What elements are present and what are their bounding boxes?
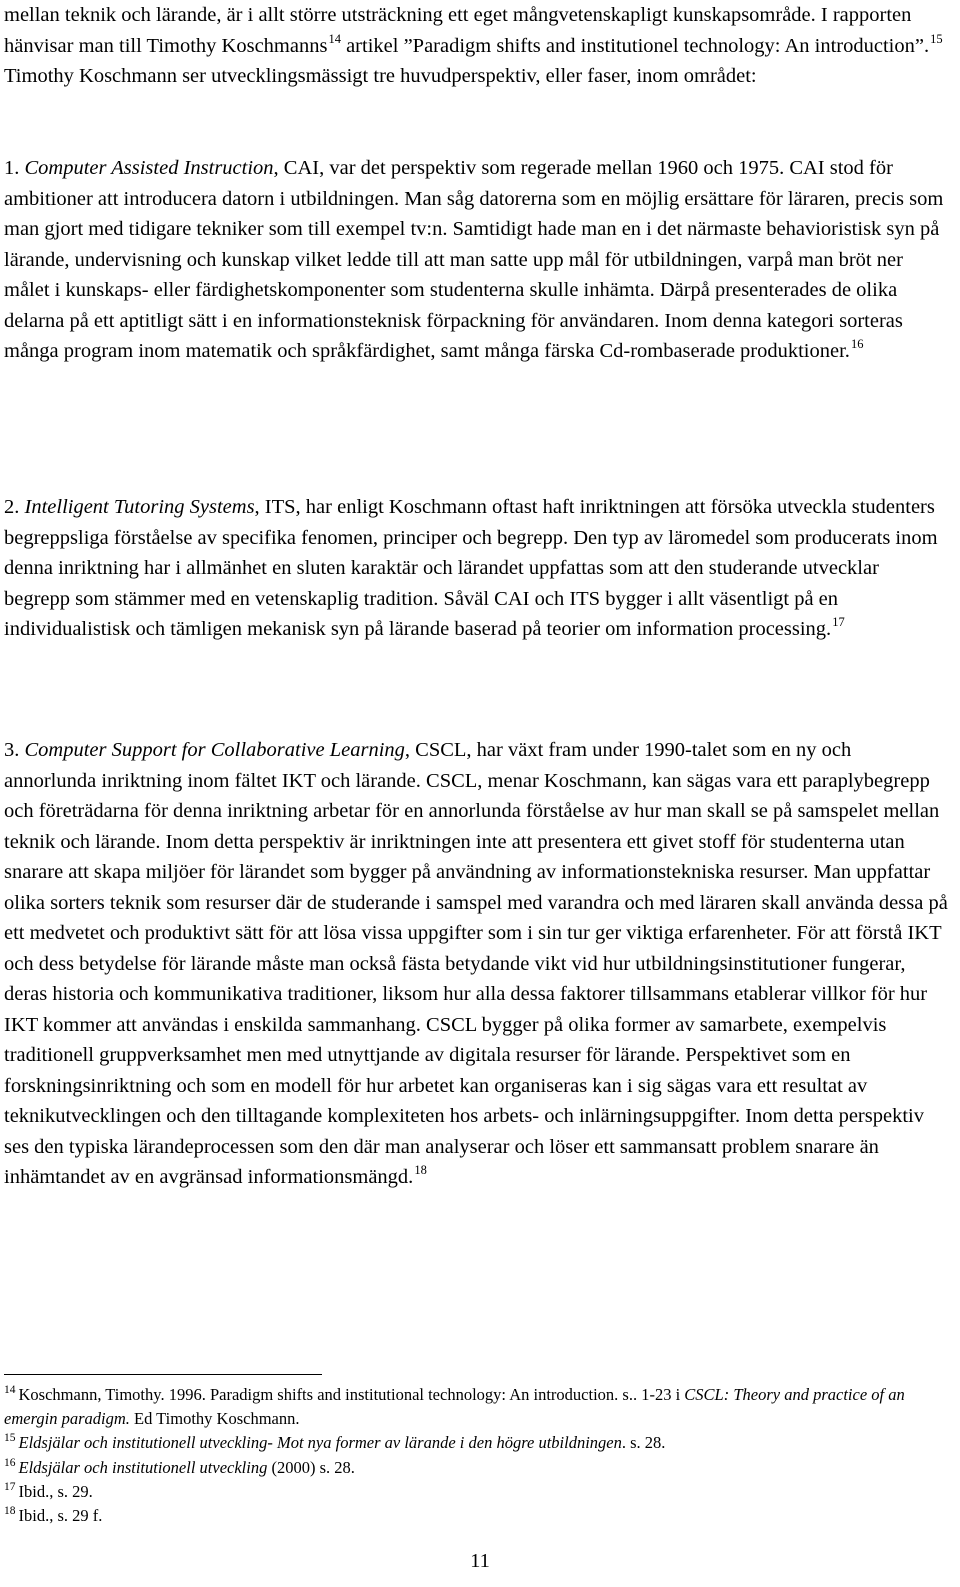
item-text: , CSCL, har växt fram under 1990-talet som en ny och annorlunda inriktning inom fältet IKT och lärande. CSCL, menar Koschmann, kan sägas vara ett paraplybegrepp och företrädarna för denna inriktning arbetar för en annorlunda förståelse av hur man skall se på samspelet mellan teknik och lärande. Inom detta perspektiv är inriktningen inte att presentera ett givet stoff för studenterna utan snarare att skapa miljöer för lärandet som bygger på användning av informationstekniska resurser. Man uppfattar olika sorters teknik som resurser där de studerande i samspel med varandra och med läraren skall använda dessa på ett medvetet och produktivt sätt för att lösa vissa uppgifter som i sin tur ger viktiga erfarenheter. För att förstå IKT och dess betydelse för lärande måste man också fästa betydande vikt vid hur utbildningsinstitutioner fungerar, deras historia och kommunikativa traditioner, liksom hur alla dessa faktorer tillsammans etablerar villkor för hur IKT kommer att användas i enskilda sammanhang. CSCL bygger på olika former av samarbete, exempelvis traditionell gruppverksamhet men med utnyttjande av digitala resurser för lärande. Perspektivet som en forskningsinriktning och som en modell för hur arbetet kan organiseras kan i sig sägas vara ett resultat av teknikutvecklingen och den tilltagande komplexiteten hos arbets- och inlärningsuppgifter. Inom detta perspektiv ses den typiska lärandeprocessen som den där man analyserar och löser ett sammansatt problem snarare än inhämtandet av en avgränsad informationsmängd.	[4, 739, 948, 1188]
footnote	[4, 1431, 948, 1455]
intro-text-1: mellan teknik och lärande, är i allt större utsträckning ett eget mångvetenskapligt kunskapsområde. I rapporten hänvisar man till Timothy Koschmanns	[4, 4, 912, 57]
footnote-italic: Eldsjälar och institutionell utveckling- Mot nya former av lärande i den högre utbildningen	[18, 1433, 622, 1453]
item-text: , CAI, var det perspektiv som regerade mellan 1960 och 1975. CAI stod för ambitioner att introducera datorn i utbildningen. Man såg datorerna som en möjlig ersättare för läraren, precis som man gjort med tidigare tekniker som till exempel tv:n. Samtidigt hade man en i det närmaste behavioristisk syn på lärande, undervisning och kunskap vilket ledde till att man satte upp mål för utbildningen, varpå man bröt ner målet i kunskaps- eller färdighetskomponenter som studenterna skulle inhämta. Därpå presenterades de olika delarna på ett aptitligt sätt i en informationsteknisk förpackning för användaren. Inom denna kategori sorteras många program inom matematik och språkfärdighet, samt många färska Cd-rombaserade produktioner.	[4, 157, 944, 362]
footnote-text: Ibid., s. 29 f.	[18, 1506, 103, 1526]
perspective-item-cai	[4, 153, 948, 367]
footnote-number: 16	[4, 1456, 16, 1469]
intro-text-2: artikel ”Paradigm shifts and institutionel technology: An introduction”.	[340, 34, 930, 57]
item-title: Intelligent Tutoring Systems	[24, 496, 255, 518]
footnote-ref-18[interactable]: 18	[414, 1163, 427, 1177]
footnote-after: (2000) s. 28.	[267, 1457, 355, 1477]
footnote-ref-14[interactable]: 14	[328, 31, 341, 46]
footnote	[4, 1480, 948, 1504]
item-title: Computer Assisted Instruction	[24, 157, 274, 179]
intro-paragraph	[4, 0, 948, 92]
footnote	[4, 1504, 948, 1528]
item-title: Computer Support for Collaborative Learning	[24, 739, 405, 761]
footnote	[4, 1456, 948, 1480]
intro-text-3: Timothy Koschmann ser utvecklingsmässigt tre huvudperspektiv, eller faser, inom området:	[4, 65, 757, 87]
footnote	[4, 1383, 948, 1431]
item-number: 3.	[4, 739, 25, 761]
footnote-number: 18	[4, 1505, 16, 1518]
perspective-item-cscl	[4, 735, 948, 1193]
footnotes	[4, 1383, 948, 1528]
item-number: 2.	[4, 496, 25, 518]
footnote-number: 17	[4, 1480, 16, 1493]
footnote-after: Ed Timothy Koschmann.	[129, 1409, 300, 1429]
footnote-number: 14	[4, 1384, 16, 1396]
item-number: 1.	[4, 157, 25, 179]
item-text: , ITS, har enligt Koschmann oftast haft inriktningen att försöka utveckla studenters begreppsliga förståelse av specifika fenomen, principer och begrepp. Den typ av läromedel som producerats inom denna inriktning har i allmänhet en sluten karaktär och lärandet uppfattas som att den studerande utvecklar begrepp som stämmer med en vetenskaplig tradition. Såväl CAI och ITS bygger i allt väsentligt på en individualistisk och tämligen mekanisk syn på lärande baserad på teorier om information processing.	[4, 496, 938, 640]
footnote-separator	[4, 1374, 322, 1375]
footnote-after: . s. 28.	[621, 1433, 666, 1453]
footnote-italic: CSCL: Theory and practice of an emergin paradigm.	[4, 1385, 905, 1429]
footnote-ref-17[interactable]: 17	[832, 615, 845, 629]
footnote-text: Koschmann, Timothy. 1996. Paradigm shifts and institutional technology: An introduction. s.. 1-23 i	[18, 1385, 685, 1404]
footnote-ref-16[interactable]: 16	[850, 337, 864, 351]
footnote-italic: Eldsjälar och institutionell utveckling	[18, 1457, 268, 1477]
perspective-item-its	[4, 492, 948, 645]
footnote-text: Ibid., s. 29.	[18, 1481, 93, 1501]
footnote-ref-15[interactable]: 15	[930, 31, 943, 46]
page-number: 11	[470, 1550, 490, 1572]
footnote-number: 15	[4, 1432, 16, 1445]
